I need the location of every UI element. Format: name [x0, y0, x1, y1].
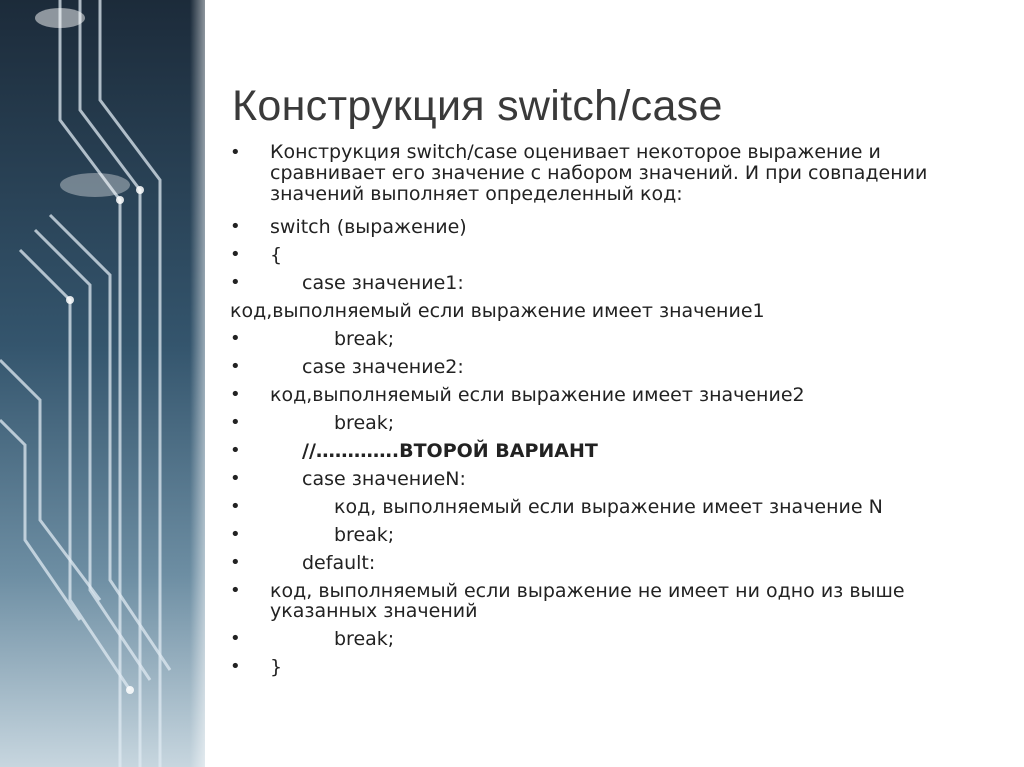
bullet-marker: •	[230, 440, 241, 461]
list-item-text: break;	[334, 328, 395, 350]
bullet-marker: •	[230, 328, 241, 349]
bullet-marker: •	[230, 384, 241, 405]
bullet-marker: •	[230, 628, 241, 649]
bullet-marker: •	[230, 142, 241, 163]
slide-content	[230, 142, 1000, 677]
list-item-text: break;	[334, 524, 395, 546]
bullet-marker: •	[230, 580, 241, 601]
background-fade	[190, 0, 220, 767]
list-item-text: default:	[302, 552, 376, 574]
list-item	[230, 657, 1000, 677]
list-item	[230, 245, 1000, 265]
list-item-text: код, выполняемый если выражение не имеет ни одно из выше указанных значений	[270, 580, 905, 622]
list-item-text: case значениеN:	[302, 468, 466, 490]
bullet-marker: •	[230, 356, 241, 377]
list-item	[230, 525, 1000, 545]
list-item	[230, 581, 1000, 621]
list-item-text: код,выполняемый если выражение имеет значение1	[230, 300, 765, 322]
circuit-lines-icon	[0, 0, 205, 767]
list-item-text: {	[270, 244, 283, 266]
bullet-marker: •	[230, 244, 241, 265]
bullet-marker: •	[230, 412, 241, 433]
list-item	[230, 301, 1000, 321]
list-item	[230, 469, 1000, 489]
bullet-marker: •	[230, 496, 241, 517]
list-item	[230, 329, 1000, 349]
list-item-text: //………….ВТОРОЙ ВАРИАНТ	[302, 440, 598, 462]
list-item-text: break;	[334, 628, 395, 650]
bullet-marker: •	[230, 216, 241, 237]
bullet-marker: •	[230, 656, 241, 677]
bullet-marker: •	[230, 468, 241, 489]
list-item	[230, 629, 1000, 649]
decorative-circuit-background	[0, 0, 205, 767]
list-item-text: case значение2:	[302, 356, 464, 378]
list-item	[230, 357, 1000, 377]
list-item	[230, 385, 1000, 405]
list-item-text: case значение1:	[302, 272, 464, 294]
list-item	[230, 217, 1000, 237]
bullet-marker: •	[230, 272, 241, 293]
list-item	[230, 497, 1000, 517]
list-item-text: код,выполняемый если выражение имеет значение2	[270, 384, 805, 406]
list-item	[230, 441, 1000, 461]
bullet-marker: •	[230, 524, 241, 545]
list-item-text: switch (выражение)	[270, 216, 467, 238]
list-item	[230, 413, 1000, 433]
list-item-text: break;	[334, 412, 395, 434]
list-item-text: }	[270, 656, 283, 678]
list-item	[230, 553, 1000, 573]
list-item	[230, 273, 1000, 293]
bullet-marker: •	[230, 552, 241, 573]
list-item-text: Конструкция switch/case оценивает некоторое выражение и сравнивает его значение с набором значений. И при совпадении значений выполняет определенный код:	[270, 141, 928, 205]
slide-title: Конструкция switch/case	[232, 82, 723, 130]
list-item-text: код, выполняемый если выражение имеет значение N	[334, 496, 883, 518]
list-item	[230, 142, 1000, 205]
